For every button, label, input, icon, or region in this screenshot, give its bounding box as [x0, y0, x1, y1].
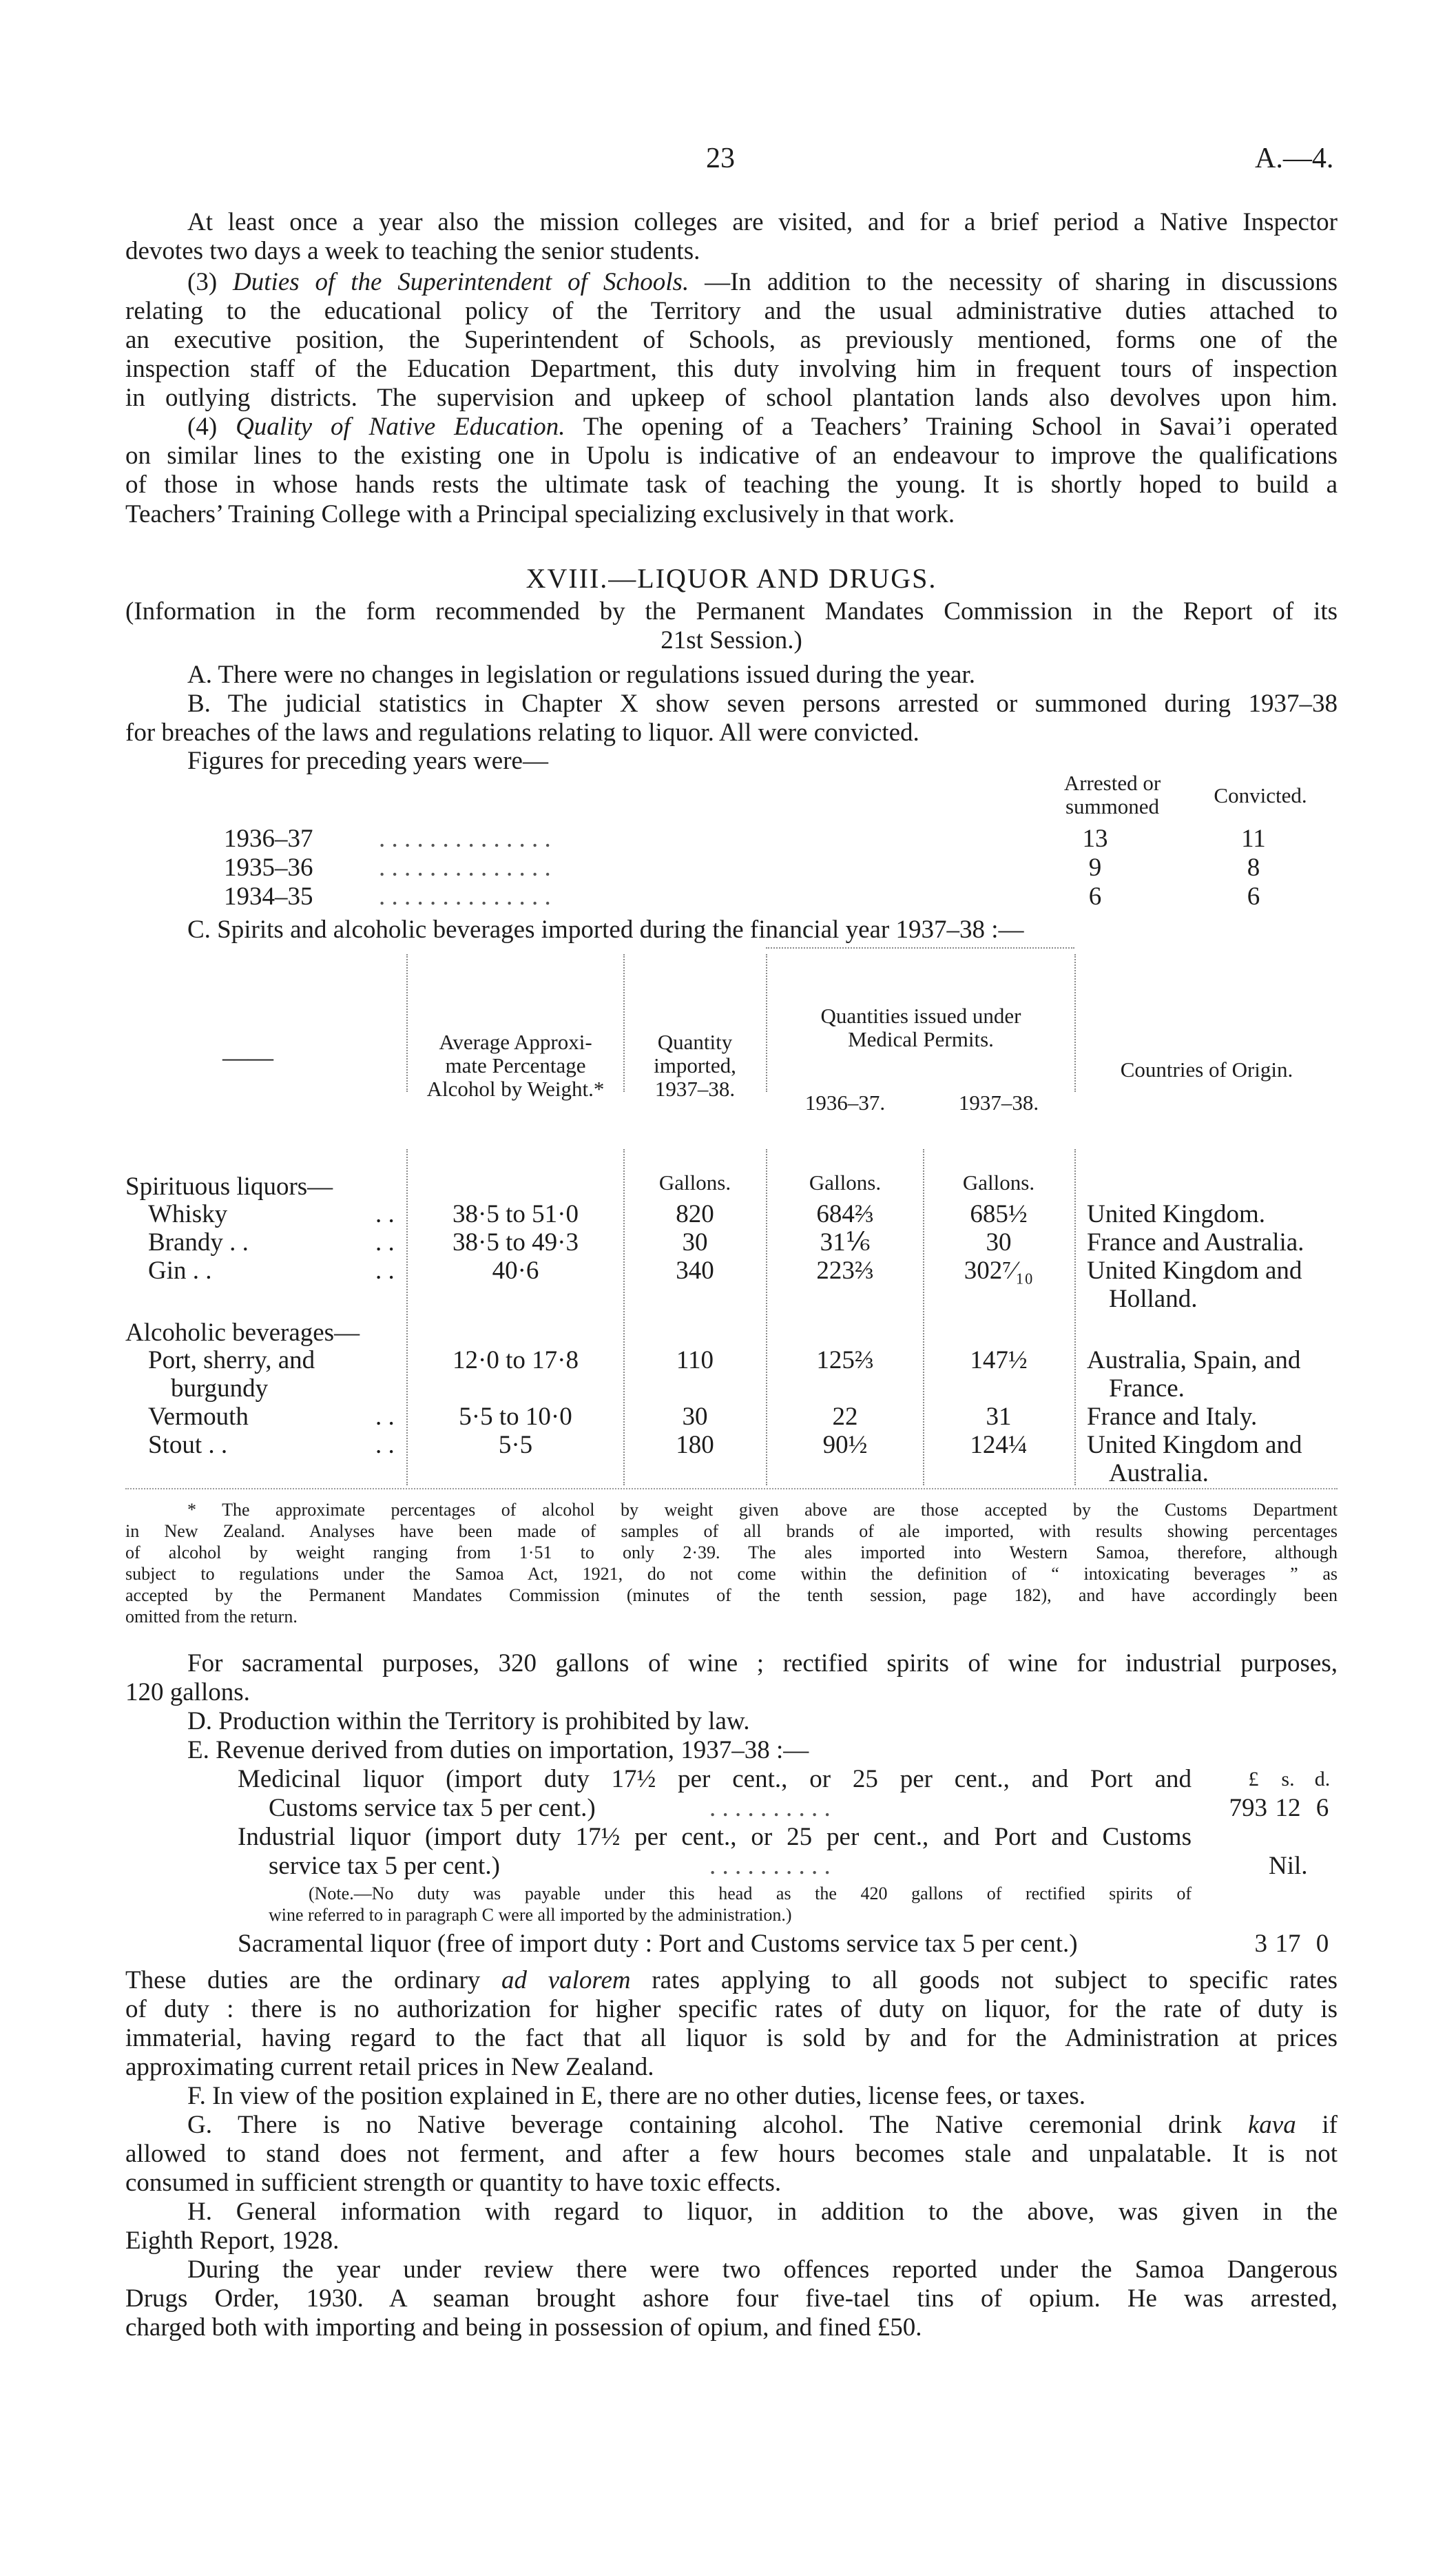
row-name: Gin . .: [148, 1257, 212, 1285]
table-bottom-rule: [125, 1488, 1338, 1489]
paragraph-c: C. Spirits and alcoholic beverages imported during the financial year 1937–38 :—: [187, 916, 1024, 944]
row-1937-38: 685½: [970, 1200, 1028, 1228]
medicinal-line-1: Medicinal liquor (import duty 17½ per cent., or 25 per cent., and Port and: [238, 1765, 1192, 1793]
paragraph-e: E. Revenue derived from duties on importation, 1937–38 :—: [187, 1736, 809, 1764]
paragraph-f: F. In view of the position explained in E, there are no other duties, license fees, or taxes.: [187, 2082, 1085, 2110]
arrest-row-year: 1936–37: [224, 825, 313, 853]
sacramental-pence: 0: [1315, 1930, 1329, 1958]
kava-term: kava: [1247, 2111, 1296, 2139]
paragraph-b-line-2: for breaches of the laws and regulations relating to liquor. All were convicted.: [125, 719, 919, 747]
column-rule: [623, 954, 625, 1092]
duties-text: rates applying to all goods not subject to specific rates: [652, 1966, 1338, 1994]
duties-line-2: of duty : there is no authorization for higher specific rates of duty on liquor, for the rate of duty is: [125, 1995, 1338, 2023]
subheading-duties: Duties of the Superintendent of Schools.: [233, 268, 689, 296]
row-origin-cont: France.: [1109, 1374, 1185, 1403]
row-1936-37: 684⅔: [816, 1200, 874, 1228]
row-origin-cont: Holland.: [1109, 1285, 1198, 1313]
stub-header: ——: [222, 1044, 273, 1072]
section-title: XVIII.—LIQUOR AND DRUGS.: [526, 563, 937, 594]
footnote-line-1: * The approximate percentages of alcohol by weight given above are those accepted by the Customs Department: [187, 1500, 1338, 1520]
arrest-row-arrested: 6: [1088, 882, 1102, 911]
intro-p2-line-2: relating to the educational policy of the Territory and the usual administrative duties attached to: [125, 297, 1338, 325]
duties-line-3: immaterial, having regard to the fact that all liquor is sold by and for the Administration at prices: [125, 2024, 1338, 2052]
paragraph-d: D. Production within the Territory is prohibited by law.: [187, 1707, 750, 1735]
drugs-line-1: During the year under review there were two offences reported under the Samoa Dangerous: [187, 2255, 1338, 2284]
medicinal-pence: 6: [1315, 1794, 1329, 1822]
duties-text: These duties are the ordinary: [125, 1966, 481, 1994]
intro-p3-line-4: Teachers’ Training College with a Principal specializing exclusively in that work.: [125, 500, 955, 528]
row-quantity: 110: [676, 1346, 714, 1374]
group-alcoholic: Alcoholic beverages—: [125, 1319, 360, 1347]
intro-p2-line-4: inspection staff of the Education Department, this duty involving him in frequent tours of inspection: [125, 355, 1338, 383]
arrest-row-convicted: 8: [1247, 854, 1260, 882]
column-rule: [406, 954, 408, 1092]
intro-p1-line-1: At least once a year also the mission colleges are visited, and for a brief period a Native Inspector: [187, 208, 1338, 236]
column-rule: [406, 1149, 408, 1485]
row-name: Vermouth: [148, 1403, 249, 1431]
arrest-row-year: 1935–36: [224, 854, 313, 882]
row-percentage: 5·5: [498, 1431, 533, 1459]
row-quantity: 820: [676, 1200, 714, 1228]
row-1937-38: 30: [986, 1228, 1012, 1257]
arrest-row-year: 1934–35: [224, 882, 313, 911]
industrial-line-1: Industrial liquor (import duty 17½ per cent., or 25 per cent., and Port and Customs: [238, 1823, 1192, 1851]
footnote-line-5: accepted by the Permanent Mandates Commission (minutes of the tenth session, page 182), and have accordingly been: [125, 1585, 1338, 1605]
paragraph-h-line-2: Eighth Report, 1928.: [125, 2227, 340, 2255]
arrested-header-line-2: summoned: [1065, 794, 1160, 818]
dot-leader: . . . . . . . . . . . . . .: [379, 825, 551, 853]
row-1936-37: 90½: [822, 1431, 868, 1459]
permits-header-line-2: Medical Permits.: [848, 1027, 994, 1051]
sacramental-shillings: 17: [1275, 1930, 1301, 1958]
average-header-line-1: Average Approxi-: [439, 1030, 592, 1054]
dot-leader: . . . . . . . . . . . . . .: [379, 854, 551, 882]
industrial-amount: Nil.: [1269, 1852, 1308, 1880]
currency-pounds: £: [1248, 1768, 1259, 1790]
arrest-row-arrested: 9: [1088, 854, 1102, 882]
row-quantity: 30: [682, 1228, 708, 1257]
row-dots: . .: [375, 1431, 395, 1459]
note-line-2: wine referred to in paragraph C were all imported by the administration.): [269, 1905, 792, 1925]
paragraph-b-line-1: B. The judicial statistics in Chapter X show seven persons arrested or summoned during 1937–38: [187, 690, 1338, 718]
year-1-unit: Gallons.: [809, 1170, 882, 1195]
row-1937-38: 124¼: [970, 1431, 1028, 1459]
subheading-quality: Quality of Native Education.: [236, 413, 565, 441]
intro-p1-line-2: devotes two days a week to teaching the senior students.: [125, 237, 700, 265]
permits-header-line-1: Quantities issued under: [820, 1004, 1021, 1028]
sacramental-pounds: 3: [1254, 1930, 1267, 1958]
dot-leader: . . . . . . . . . .: [709, 1794, 831, 1822]
row-percentage: 40·6: [492, 1257, 539, 1285]
arrest-row-arrested: 13: [1082, 825, 1108, 853]
average-header-line-3: Alcohol by Weight.*: [426, 1077, 605, 1101]
sacramental-line-2: 120 gallons.: [125, 1678, 250, 1706]
quantity-unit: Gallons.: [658, 1170, 731, 1195]
drugs-line-3: charged both with importing and being in possession of opium, and fined £50.: [125, 2313, 922, 2342]
row-name: Port, sherry, and: [148, 1346, 315, 1374]
row-1936-37: 125⅔: [816, 1346, 874, 1374]
row-name: Stout . .: [148, 1431, 228, 1459]
note-line-1: (Note.—No duty was payable under this head as the 420 gallons of rectified spirits of: [309, 1883, 1192, 1903]
row-origin: United Kingdom and: [1087, 1431, 1302, 1459]
column-rule: [623, 1149, 625, 1485]
row-origin: United Kingdom and: [1087, 1257, 1302, 1285]
intro-p2-line-5: in outlying districts. The supervision and upkeep of school plantation lands also devolves upon him.: [125, 384, 1338, 412]
row-1936-37: 223⅔: [816, 1257, 874, 1285]
header-rule: [766, 947, 1074, 949]
duties-line-1: [125, 1967, 1338, 1994]
row-percentage: 12·0 to 17·8: [453, 1346, 579, 1374]
row-percentage: 5·5 to 10·0: [459, 1403, 572, 1431]
intro-p2-text: —In addition to the necessity of sharing in discussions: [705, 268, 1338, 296]
convicted-header: Convicted.: [1214, 783, 1307, 807]
drugs-line-2: Drugs Order, 1930. A seaman brought ashore four five-tael tins of opium. He was arrested,: [125, 2284, 1338, 2313]
section-subtitle-line-1: (Information in the form recommended by the Permanent Mandates Commission in the Report of its: [125, 597, 1338, 626]
row-1937-38: 147½: [970, 1346, 1028, 1374]
row-percentage: 38·5 to 51·0: [453, 1200, 579, 1228]
paragraph-g-line-2: allowed to stand does not ferment, and after a few hours becomes stale and unpalatable. It is not: [125, 2140, 1338, 2168]
quantity-header-line-1: Quantity: [657, 1030, 733, 1054]
year-2-unit: Gallons.: [962, 1170, 1035, 1195]
arrest-row-convicted: 6: [1247, 882, 1260, 911]
quantity-header-line-3: 1937–38.: [654, 1077, 736, 1101]
paragraph-g-line-3: consumed in sufficient strength or quantity to have toxic effects.: [125, 2169, 782, 2197]
row-name: Whisky: [148, 1200, 228, 1228]
page-number: 23: [706, 143, 735, 174]
paragraph-g-text: G. There is no Native beverage containing alcohol. The Native ceremonial drink: [187, 2111, 1223, 2139]
row-dots: . .: [375, 1228, 395, 1257]
intro-p3-line-1: [187, 413, 1338, 441]
row-origin: France and Australia.: [1087, 1228, 1304, 1257]
duties-line-4: approximating current retail prices in New Zealand.: [125, 2053, 654, 2081]
row-dots: . .: [375, 1257, 395, 1285]
row-origin: United Kingdom.: [1087, 1200, 1265, 1228]
footnote-line-6: omitted from the return.: [125, 1607, 298, 1627]
row-1937-38: 31: [986, 1403, 1012, 1431]
column-rule: [1074, 1149, 1076, 1485]
row-1936-37: 31⅙: [820, 1228, 871, 1257]
row-percentage: 38·5 to 49·3: [453, 1228, 579, 1257]
average-header-line-2: mate Percentage: [445, 1053, 586, 1077]
intro-p2-line-3: an executive position, the Superintendent of Schools, as previously mentioned, forms one of the: [125, 326, 1338, 354]
paragraph-h-line-1: H. General information with regard to liquor, in addition to the above, was given in the: [187, 2198, 1338, 2226]
currency-pence: d.: [1314, 1768, 1331, 1790]
paragraph-g-text: if: [1322, 2111, 1338, 2139]
dot-leader: . . . . . . . . . . . . . .: [379, 882, 551, 911]
quantity-header-line-2: imported,: [654, 1053, 736, 1077]
intro-p2-line-1: [187, 269, 1338, 296]
sacramental-liquor: Sacramental liquor (free of import duty : Port and Customs service tax 5 per cent.): [238, 1930, 1078, 1958]
row-origin: Australia, Spain, and: [1087, 1346, 1301, 1374]
year-1936-37-header: 1936–37.: [804, 1091, 886, 1115]
intro-p3-line-3: of those in whose hands rests the ultimate task of teaching the young. It is shortly hoped to build a: [125, 471, 1338, 499]
intro-p3-line-2: on similar lines to the existing one in Upolu is indicative of an endeavour to improve the qualifications: [125, 442, 1338, 470]
sacramental-line-1: For sacramental purposes, 320 gallons of wine ; rectified spirits of wine for industrial purposes,: [187, 1649, 1338, 1677]
row-quantity: 180: [676, 1431, 714, 1459]
footnote-line-2: in New Zealand. Analyses have been made of samples of all brands of ale imported, with results showing percentages: [125, 1521, 1338, 1541]
medicinal-shillings: 12: [1275, 1794, 1301, 1822]
footnote-line-3: of alcohol by weight ranging from 1·51 to only 2·39. The ales imported into Western Samoa, therefore, although: [125, 1542, 1338, 1562]
row-quantity: 340: [676, 1257, 714, 1285]
item-number: (4): [187, 413, 218, 441]
paragraph-g-line-1: [187, 2111, 1338, 2139]
countries-header: Countries of Origin.: [1120, 1057, 1293, 1082]
medicinal-pounds: 793: [1229, 1794, 1267, 1822]
intro-p3-text: The opening of a Teachers’ Training School in Savai’i operated: [583, 413, 1338, 441]
industrial-line-2: service tax 5 per cent.): [269, 1852, 500, 1880]
paragraph-a: A. There were no changes in legislation or regulations issued during the year.: [187, 661, 975, 689]
permits-header: [767, 1004, 1074, 1051]
quantity-header: [625, 1031, 765, 1101]
row-dots: . .: [375, 1200, 395, 1228]
document-reference: A.—4.: [1255, 143, 1334, 174]
arrest-row-convicted: 11: [1241, 825, 1266, 853]
medicinal-line-2: Customs service tax 5 per cent.): [269, 1794, 596, 1822]
figures-intro: Figures for preceding years were—: [187, 747, 548, 775]
row-name-cont: burgundy: [171, 1374, 269, 1403]
row-1937-38: 302⁷⁄₁₀: [964, 1257, 1034, 1285]
arrested-header-line-1: Arrested or: [1063, 771, 1161, 795]
row-quantity: 30: [682, 1403, 708, 1431]
row-dots: . .: [375, 1403, 395, 1431]
dot-leader: . . . . . . . . . .: [709, 1852, 831, 1880]
year-1937-38-header: 1937–38.: [958, 1091, 1039, 1115]
item-number: (3): [187, 268, 218, 296]
duties-emphasis: ad valorem: [501, 1966, 631, 1994]
row-origin-cont: Australia.: [1109, 1459, 1209, 1487]
section-subtitle-line-2: 21st Session.): [661, 626, 802, 654]
arrested-header: [1026, 772, 1198, 818]
row-name: Brandy . .: [148, 1228, 249, 1257]
footnote-line-4: subject to regulations under the Samoa Act, 1921, do not come within the definition of “ intoxicating beverages ” as: [125, 1564, 1338, 1584]
row-1936-37: 22: [832, 1403, 858, 1431]
group-spirituous: Spirituous liquors—: [125, 1173, 333, 1201]
row-origin: France and Italy.: [1087, 1403, 1258, 1431]
currency-shillings: s.: [1281, 1768, 1295, 1790]
average-header: [410, 1031, 621, 1101]
